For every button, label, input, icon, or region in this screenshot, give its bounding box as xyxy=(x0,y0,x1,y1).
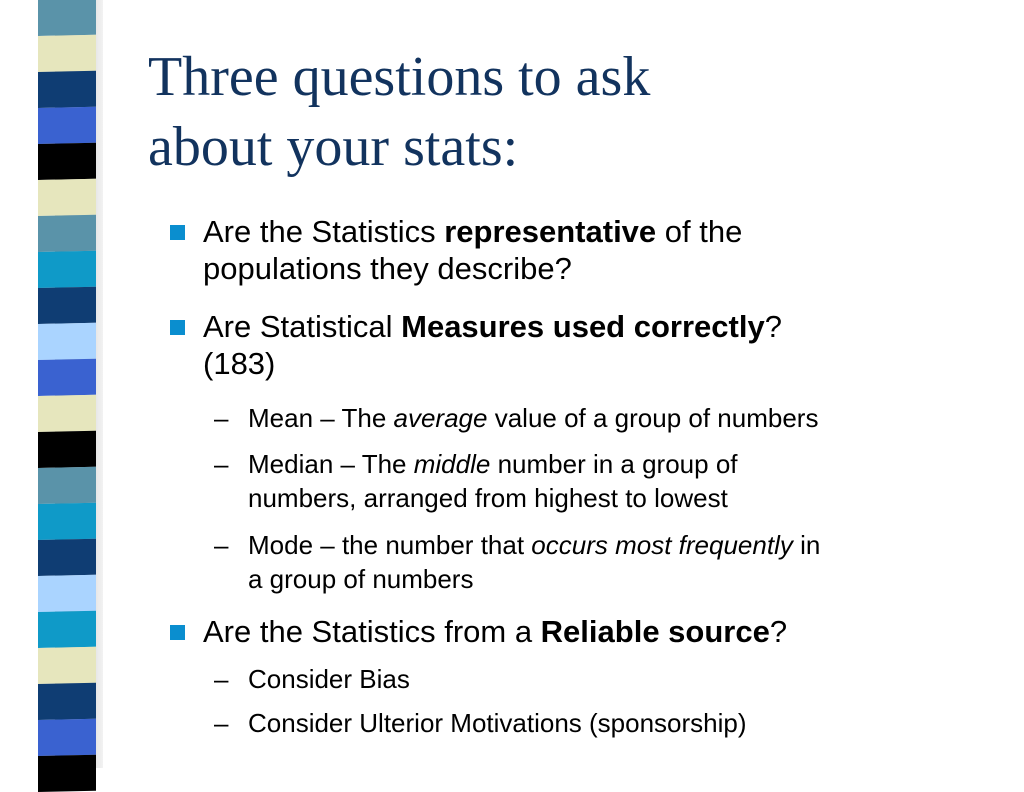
stripe-band xyxy=(38,467,96,504)
stripe-band xyxy=(38,143,96,180)
sub-bullet-bias xyxy=(214,662,1008,696)
sub-bullet-emphasis: average xyxy=(393,403,488,433)
bullet-text: (183) xyxy=(203,346,276,381)
bullet-text: ? xyxy=(769,614,788,649)
sub-bullet-text: number in a group of xyxy=(490,449,738,479)
slide-title xyxy=(148,42,650,182)
stripe-band xyxy=(38,683,96,720)
stripe-band xyxy=(38,575,96,612)
sub-bullet-ulterior xyxy=(214,706,1008,740)
dash-icon: – xyxy=(214,530,229,560)
decorative-stripe xyxy=(38,0,96,768)
sub-bullet-text: value of a group of numbers xyxy=(487,403,819,433)
stripe-band xyxy=(38,503,96,540)
bullet-text: populations they describe? xyxy=(203,251,572,286)
stripe-band xyxy=(38,395,96,432)
dash-icon: – xyxy=(214,403,229,433)
stripe-band xyxy=(38,611,96,648)
sub-bullet-emphasis: middle xyxy=(413,449,491,479)
stripe-band xyxy=(38,179,96,216)
sub-bullet-text: Consider Ulterior Motivations (sponsorship) xyxy=(248,708,747,738)
sub-bullet-median xyxy=(214,447,1008,515)
square-bullet-icon xyxy=(170,225,185,240)
sub-bullet-text: Median – The xyxy=(248,449,414,479)
stripe-band xyxy=(38,323,96,360)
bullet-text: Are the Statistics from a xyxy=(203,614,541,649)
sub-bullet-text: Mean – The xyxy=(248,403,394,433)
dash-icon: – xyxy=(214,708,229,738)
stripe-band xyxy=(38,0,96,36)
title-line-1: Three questions to ask xyxy=(148,46,651,108)
sub-bullet-mean xyxy=(214,401,1008,435)
bullet-text: Are Statistical xyxy=(203,309,402,344)
bullet-emphasis: Reliable source xyxy=(540,614,770,649)
sub-bullet-text: Consider Bias xyxy=(248,664,410,694)
stripe-band xyxy=(38,359,96,396)
sub-bullet-text: a group of numbers xyxy=(248,564,474,594)
stripe-band xyxy=(38,71,96,108)
bullet-text: of the xyxy=(656,214,743,249)
bullet-text: ? xyxy=(764,309,782,344)
sub-bullet-text: Mode – the number that xyxy=(248,530,532,560)
bullet-text: Are the Statistics xyxy=(203,214,445,249)
bullet-emphasis: Measures used correctly xyxy=(401,309,765,344)
stripe-band xyxy=(38,215,96,252)
bullet-emphasis: representative xyxy=(444,214,657,249)
stripe-band xyxy=(38,107,96,144)
square-bullet-icon xyxy=(170,320,185,335)
sub-bullet-emphasis: occurs most frequently xyxy=(531,530,793,560)
square-bullet-icon xyxy=(170,625,185,640)
stripe-band xyxy=(38,287,96,324)
stripe-band xyxy=(38,251,96,288)
stripe-band xyxy=(38,431,96,468)
stripe-band xyxy=(38,35,96,72)
title-line-2: about your stats: xyxy=(148,116,519,178)
dash-icon: – xyxy=(214,449,229,479)
stripe-band xyxy=(38,755,96,792)
bullet-measures xyxy=(203,308,1003,382)
bullet-reliable-source xyxy=(203,613,1003,650)
stripe-band xyxy=(38,647,96,684)
dash-icon: – xyxy=(214,664,229,694)
sub-bullet-text: numbers, arranged from highest to lowest xyxy=(248,483,728,513)
sub-bullet-text: in xyxy=(792,530,821,560)
bullet-representative xyxy=(203,213,1003,287)
sub-bullet-mode xyxy=(214,528,1008,596)
stripe-band xyxy=(38,719,96,756)
stripe-band xyxy=(38,539,96,576)
